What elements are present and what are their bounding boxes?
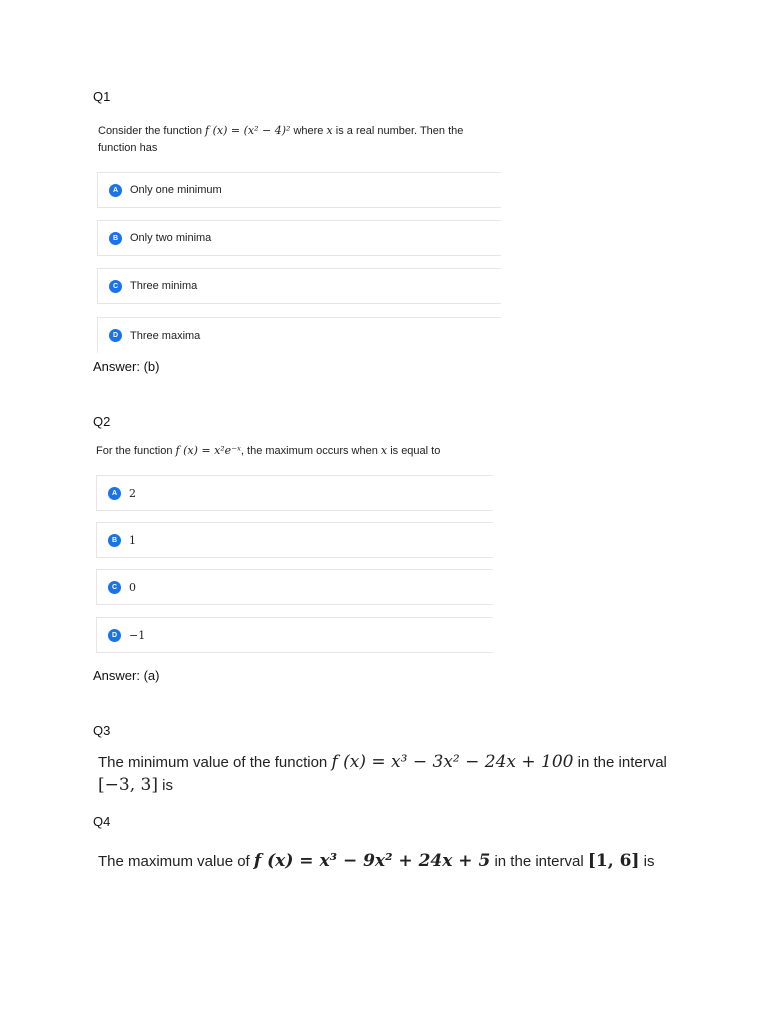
q4-stem-suffix: is: [643, 853, 655, 870]
q1-stem-prefix: Consider the function: [98, 125, 202, 137]
q4-formula: f (x) = x³ − 9x² + 24x + 5: [253, 851, 491, 871]
q2-option-d[interactable]: [96, 617, 493, 653]
q2-stem-prefix: For the function: [96, 445, 173, 457]
q1-stem: [98, 122, 518, 157]
q2-variable: x: [380, 444, 388, 457]
option-badge-d: D: [109, 329, 122, 342]
q1-option-b[interactable]: [97, 220, 501, 256]
q1-label: Q1: [93, 89, 111, 104]
option-text: Three maxima: [130, 329, 201, 342]
q2-stem-mid: , the maximum occurs when: [240, 445, 378, 457]
option-text: 0: [129, 580, 136, 594]
option-badge-b: B: [109, 232, 122, 245]
option-badge-d: D: [108, 629, 121, 642]
option-text: 2: [129, 486, 136, 500]
q4-stem-mid: in the interval: [494, 853, 584, 870]
option-text: Only one minimum: [130, 184, 222, 196]
q1-answer: Answer: (b): [93, 359, 160, 374]
q3-stem-prefix: The minimum value of the function: [98, 754, 328, 771]
option-text: Three minima: [130, 280, 198, 292]
q2-option-b[interactable]: [96, 522, 493, 558]
option-badge-a: A: [108, 487, 121, 500]
q4-label: Q4: [93, 814, 111, 829]
q1-variable: x: [326, 124, 333, 137]
q1-option-d[interactable]: [97, 317, 501, 353]
q2-option-a[interactable]: [96, 475, 493, 511]
option-text: −1: [129, 628, 146, 642]
q3-label: Q3: [93, 723, 111, 738]
q4-stem-prefix: The maximum value of: [98, 853, 250, 870]
q2-stem: [96, 442, 516, 460]
option-badge-b: B: [108, 534, 121, 547]
q2-label: Q2: [93, 414, 111, 429]
q1-option-c[interactable]: [97, 268, 501, 304]
option-text: Only two minima: [130, 232, 212, 244]
q3-stem-suffix: is: [162, 777, 173, 794]
q1-option-a[interactable]: [97, 172, 501, 208]
q3-interval: [−3, 3]: [98, 775, 158, 795]
q1-stem-mid: where: [293, 125, 324, 137]
q1-stem-suffix: is a real number. Then the: [335, 125, 464, 137]
q2-answer: Answer: (a): [93, 668, 160, 683]
q1-stem-line2: function has: [98, 142, 158, 154]
option-text: 1: [129, 533, 136, 547]
q3-formula: f (x) = x³ − 3x² − 24x + 100: [331, 752, 574, 772]
option-badge-c: C: [109, 280, 122, 293]
q2-formula: f (x) = x²e⁻ˣ: [175, 444, 241, 457]
q2-stem-suffix: is equal to: [390, 445, 441, 457]
q4-interval: [1, 6]: [587, 851, 640, 871]
q2-option-c[interactable]: [96, 569, 493, 605]
q3-stem: [98, 751, 708, 797]
q3-stem-mid: in the interval: [577, 754, 667, 771]
q1-formula: f (x) = (x² − 4)²: [205, 124, 291, 137]
option-badge-a: A: [109, 184, 122, 197]
option-badge-c: C: [108, 581, 121, 594]
q4-stem: [98, 850, 718, 873]
